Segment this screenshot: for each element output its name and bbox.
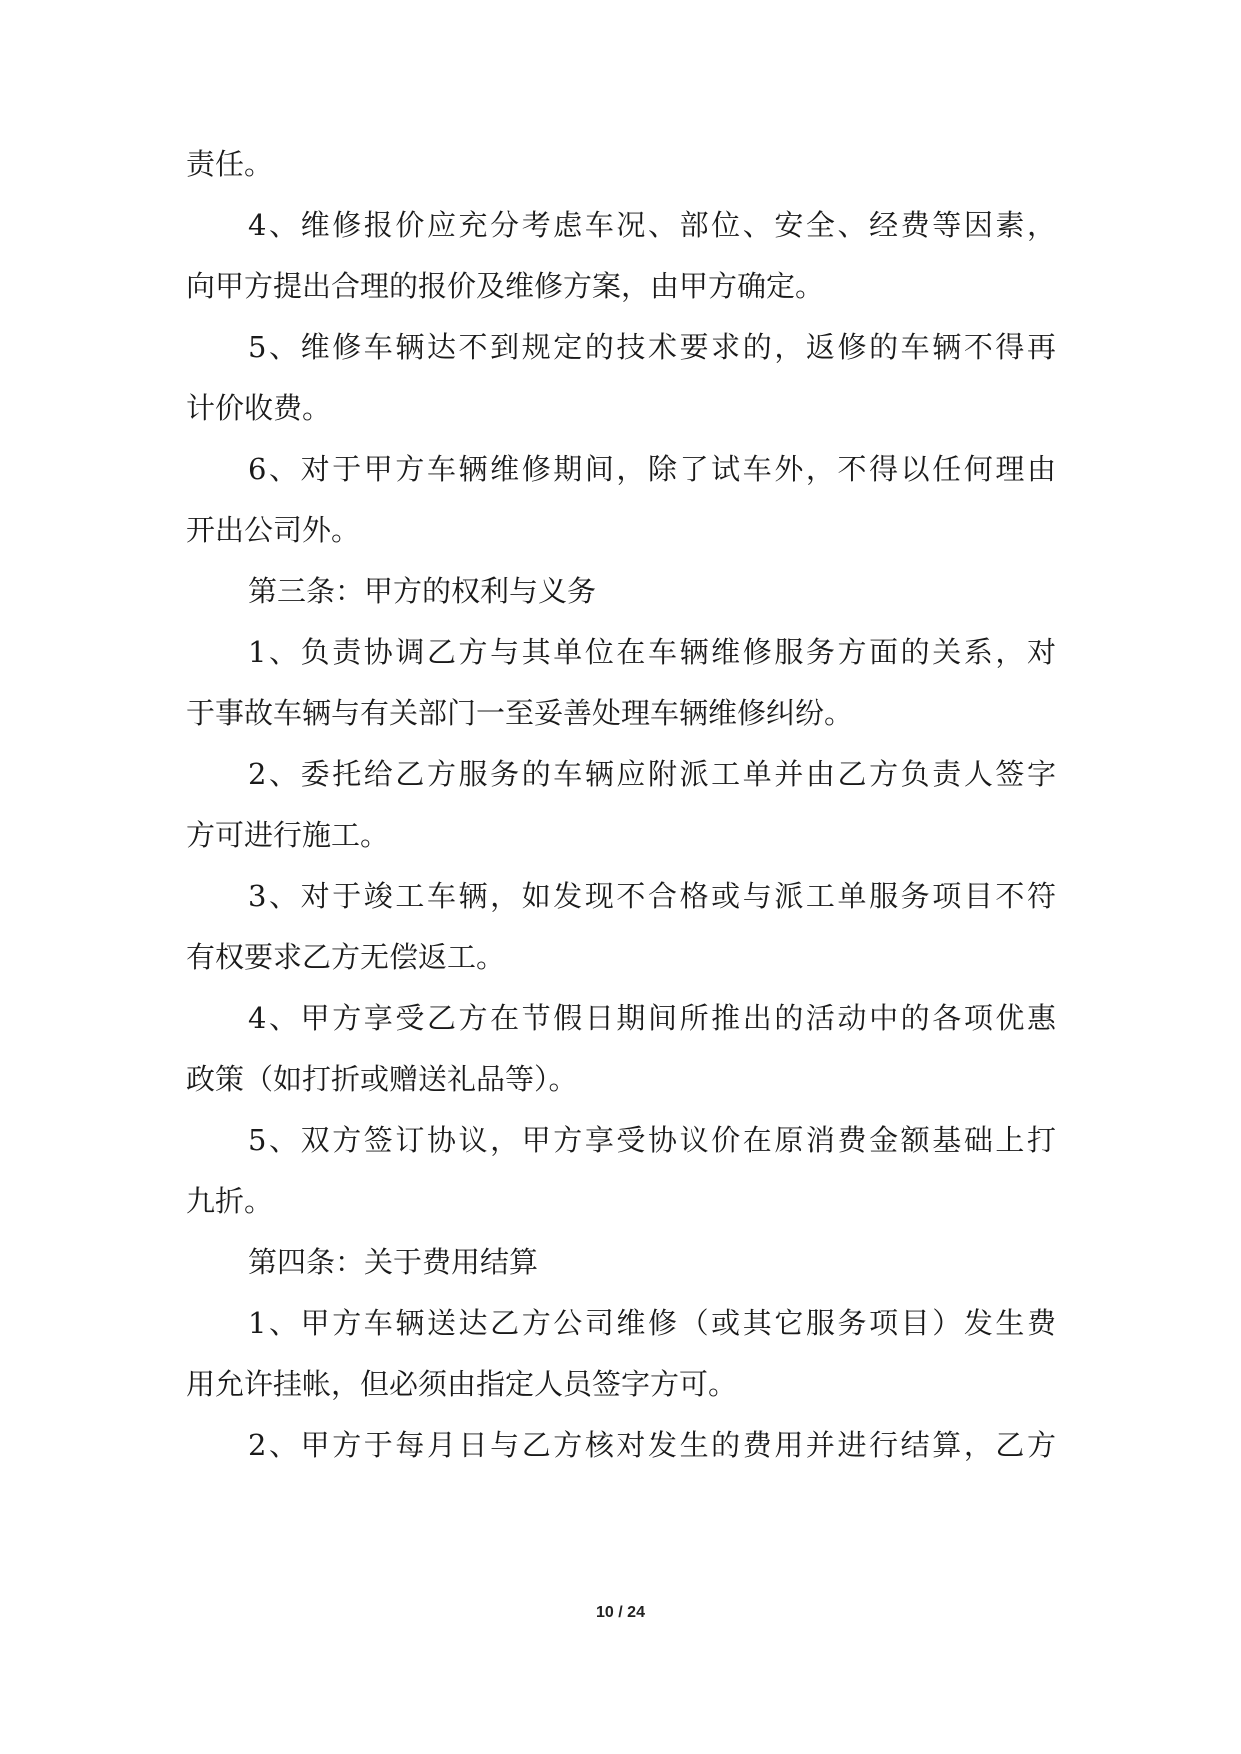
text-line-4: 5、维修车辆达不到规定的技术要求的，返修的车辆不得再 — [248, 330, 1056, 364]
text-line-16: 政策（如打折或赠送礼品等）。 — [186, 1062, 578, 1096]
text-line-3: 向甲方提出合理的报价及维修方案，由甲方确定。 — [186, 269, 825, 303]
text-line-15: 4、甲方享受乙方在节假日期间所推出的活动中的各项优惠 — [248, 1001, 1056, 1035]
text-line-5: 计价收费。 — [186, 391, 332, 425]
text-line-18: 九折。 — [186, 1184, 274, 1218]
text-line-14: 有权要求乙方无偿返工。 — [186, 940, 506, 974]
text-line-2: 4、维修报价应充分考虑车况、部位、安全、经费等因素， — [248, 208, 1056, 242]
text-line-21: 用允许挂帐，但必须由指定人员签字方可。 — [186, 1367, 738, 1401]
text-line-9: 1、负责协调乙方与其单位在车辆维修服务方面的关系，对 — [248, 635, 1056, 669]
text-line-12: 方可进行施工。 — [186, 818, 390, 852]
text-line-7: 开出公司外。 — [186, 513, 361, 547]
text-line-13: 3、对于竣工车辆，如发现不合格或与派工单服务项目不符 — [248, 879, 1056, 913]
text-line-11: 2、委托给乙方服务的车辆应附派工单并由乙方负责人签字 — [248, 757, 1056, 791]
section-heading-3: 第三条：甲方的权利与义务 — [248, 574, 597, 608]
text-line-17: 5、双方签订协议，甲方享受协议价在原消费金额基础上打 — [248, 1123, 1056, 1157]
text-line-1: 责任。 — [186, 147, 274, 181]
text-line-6: 6、对于甲方车辆维修期间，除了试车外，不得以任何理由 — [248, 452, 1056, 486]
text-line-10: 于事故车辆与有关部门一至妥善处理车辆维修纠纷。 — [186, 696, 854, 730]
page-number: 10 / 24 — [596, 1604, 645, 1621]
text-line-22: 2、甲方于每月日与乙方核对发生的费用并进行结算，乙方 — [248, 1428, 1056, 1462]
section-heading-4: 第四条：关于费用结算 — [248, 1245, 539, 1279]
text-line-20: 1、甲方车辆送达乙方公司维修（或其它服务项目）发生费 — [248, 1306, 1056, 1340]
